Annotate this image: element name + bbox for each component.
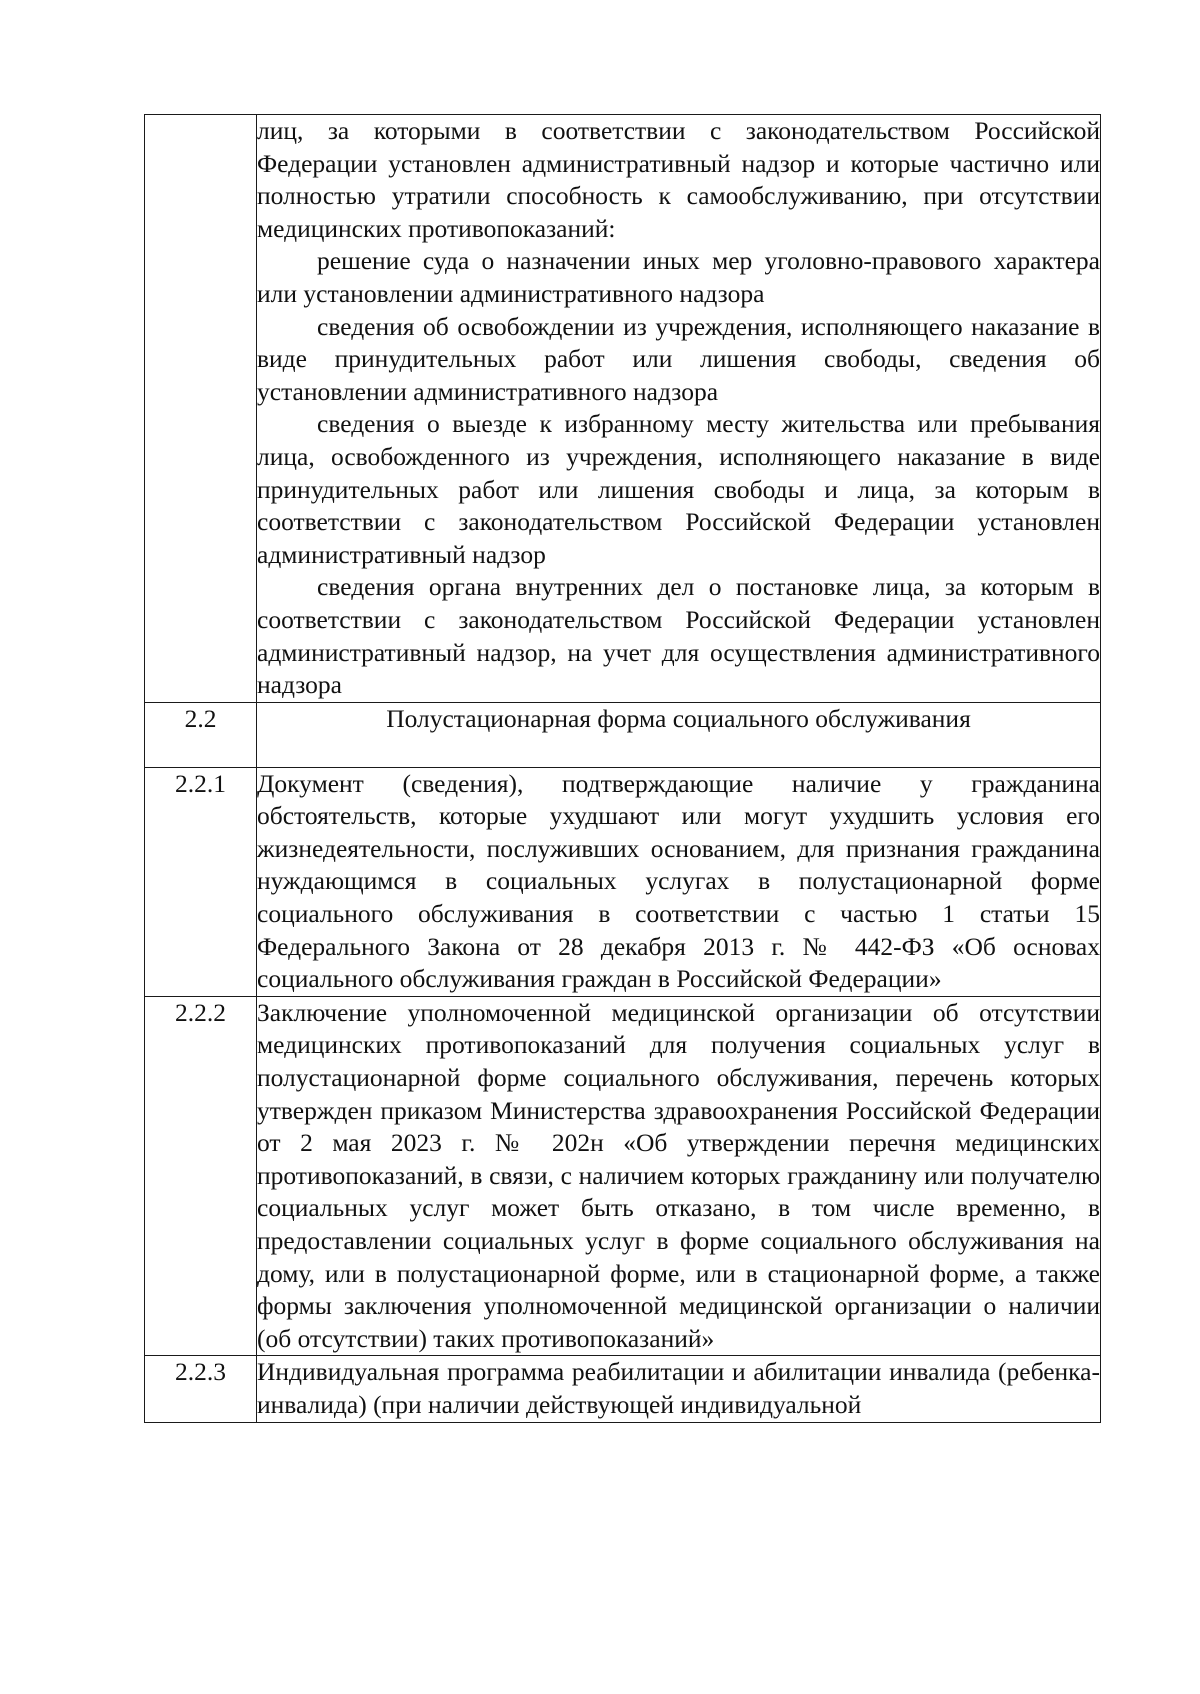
row-content	[257, 115, 1101, 703]
row-number: 2.2.2	[145, 996, 257, 1356]
paragraph: Индивидуальная программа реабилитации и абилитации инвалида (ребенка-инвалида) (при наличии действующей индивидуальной	[257, 1357, 1100, 1419]
table-row	[145, 115, 1101, 703]
row-number: 2.2.3	[145, 1356, 257, 1422]
row-content	[257, 1356, 1101, 1422]
paragraph: Заключение уполномоченной медицинской организации об отсутствии медицинских противопоказаний для получения социальных услуг в полустационарной форме социального обслуживания, перечень которых утвержден приказом Министерства здравоохранения Российской Федерации от 2 мая 2023 г. № 202н «Об утверждении перечня медицинских противопоказаний, в связи, с наличием которых гражданину или получателю социальных услуг может быть отказано, в том числе временно, в предоставлении социальных услуг в форме социального обслуживания на дому, или в полустационарной форме, или в стационарной форме, а также формы заключения уполномоченной медицинской организации о наличии (об отсутствии) таких противопоказаний»	[257, 997, 1100, 1353]
table-row	[145, 1356, 1101, 1422]
paragraph: решение суда о назначении иных мер уголовно-правового характера или установлении административного надзора	[257, 246, 1100, 308]
paragraph: сведения об освобождении из учреждения, исполняющего наказание в виде принудительных работ или лишения свободы, сведения об установлении административного надзора	[257, 311, 1100, 406]
row-content	[257, 767, 1101, 996]
table-row	[145, 702, 1101, 767]
row-number	[145, 115, 257, 703]
row-number: 2.2.1	[145, 767, 257, 996]
paragraph: сведения о выезде к избранному месту жительства или пребывания лица, освобожденного из учреждения, исполняющего наказание в виде принудительных работ или лишения свободы и лица, за которым в соответствии с законодательством Российской Федерации установлен административный надзор	[257, 409, 1100, 569]
paragraph: сведения органа внутренних дел о постановке лица, за которым в соответствии с законодательством Российской Федерации установлен административный надзор, на учет для осуществления административного надзора	[257, 572, 1100, 700]
table-row	[145, 767, 1101, 996]
paragraph: Документ (сведения), подтверждающие наличие у гражданина обстоятельств, которые ухудшают или могут ухудшить условия его жизнедеятельности, послуживших основанием, для признания гражданина нуждающимся в социальных услугах в полустационарной форме социального обслуживания в соответствии с частью 1 статьи 15 Федерального Закона от 28 декабря 2013 г. № 442-ФЗ «Об основах социального обслуживания граждан в Российской Федерации»	[257, 768, 1100, 994]
document-table	[144, 114, 1101, 1423]
paragraph: лиц, за которыми в соответствии с законодательством Российской Федерации установлен административный надзор и которые частично или полностью утратили способность к самообслуживанию, при отсутствии медицинских противопоказаний:	[257, 116, 1100, 243]
row-number: 2.2	[145, 702, 257, 767]
table-row	[145, 996, 1101, 1356]
section-heading: Полустационарная форма социального обслуживания	[257, 702, 1101, 767]
row-content	[257, 996, 1101, 1356]
